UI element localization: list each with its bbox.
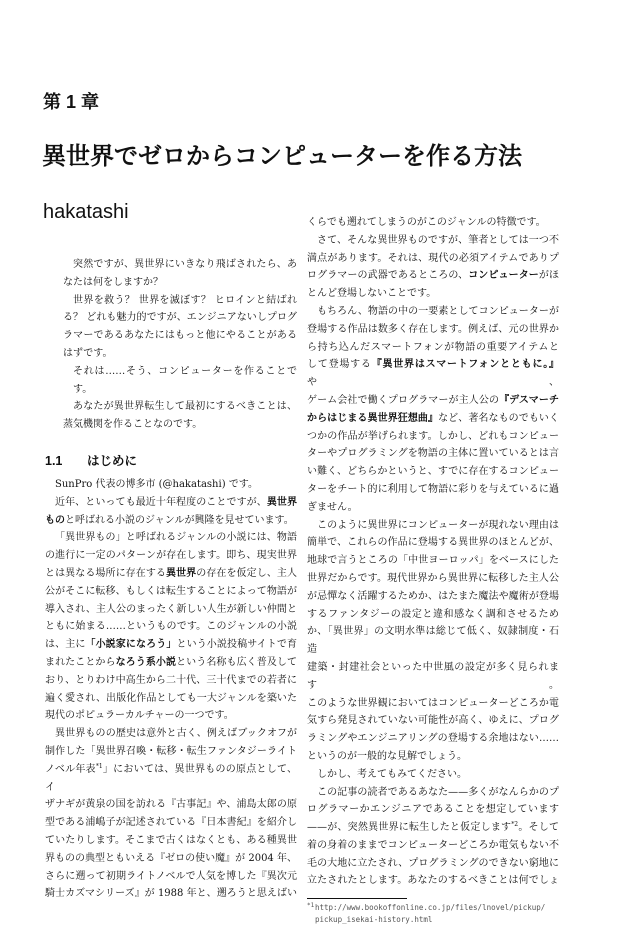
- text-segment: 毛の大地に立たされ、プログラミングのできない窮地に: [307, 857, 559, 869]
- text-line: [63, 309, 297, 327]
- text-segment: という名称も広く普及して: [176, 656, 298, 668]
- text-segment: とんど登場しないことです。: [307, 288, 437, 300]
- text-segment: や、: [307, 377, 559, 389]
- text-line: [307, 606, 559, 624]
- text-line: [307, 784, 559, 802]
- text-line: [307, 410, 559, 428]
- text-segment: が忌憚なく活躍するためか、はたまた魔法や魔術が登場: [307, 590, 559, 602]
- text-line: [307, 517, 559, 535]
- abstract: [63, 256, 297, 434]
- text-line: [307, 712, 559, 730]
- text-line: [45, 707, 297, 725]
- text-line: [45, 672, 297, 690]
- footnote-mark: *1: [307, 902, 315, 910]
- left-column-body: [45, 476, 297, 903]
- footnote-reference[interactable]: *1: [95, 762, 103, 770]
- text-line: [63, 256, 297, 274]
- text-segment: る？ どれも魅力的ですが、エンジニアないしプログ: [63, 312, 297, 324]
- text-line: [307, 321, 559, 339]
- text-segment: ラマーであるあなたにはもっと他にやることがある: [63, 330, 297, 342]
- footnote: [307, 902, 559, 926]
- text-segment: ゲーム会社で働くプログラマーが主人公の: [307, 394, 500, 406]
- right-column-body: [307, 214, 559, 890]
- text-line: [307, 872, 559, 890]
- bold-text: コンピューター: [468, 270, 539, 282]
- text-segment: SunPro 代表の博多市 (@hakatashi) です。: [55, 478, 258, 490]
- text-segment: がほ: [538, 270, 560, 282]
- text-line: [63, 398, 297, 416]
- text-line: [307, 730, 559, 748]
- text-line: [307, 356, 559, 392]
- text-segment: つかの作品が挙げられます。しかし、どれもコンピュー: [307, 430, 559, 442]
- text-segment: この記事の読者であるあなた——多くがなんらかのプ: [317, 786, 559, 798]
- text-segment: なたは何をしますか？: [63, 276, 163, 288]
- text-segment: 型である浦嶋子が記述されている『日本書紀』を紹介し: [45, 817, 297, 829]
- section-heading: [45, 452, 297, 470]
- text-segment: 突然ですが、異世界にいきなり飛ばされたら、あ: [73, 259, 297, 270]
- text-segment: など、著名なものでもいく: [438, 412, 560, 424]
- text-segment: するファンタジーの設定と違和感なく調和させるため: [307, 608, 559, 620]
- text-segment: して登場する: [307, 359, 372, 371]
- bold-text: 『異世界はスマートフォンとともに。』: [371, 359, 560, 371]
- text-line: [63, 327, 297, 345]
- text-segment: おり、とりわけ中高生から二十代、三十代までの若者に: [45, 674, 297, 686]
- text-segment: それは……そう、コンピューターを作ることです。: [73, 365, 297, 395]
- text-segment: 遍く愛され、出版化作品としても一大ジャンルを築いた: [45, 692, 297, 704]
- text-line: [45, 814, 297, 832]
- text-segment: 世界だからです。現代世界から異世界に転移した主人公: [307, 572, 559, 584]
- text-line: [307, 534, 559, 552]
- author-name: hakatashi: [43, 201, 129, 223]
- footnote-url-line[interactable]: http://www.bookoffonline.co.jp/files/lnovel/pickup/: [315, 903, 546, 913]
- text-line: [307, 588, 559, 606]
- text-line: [45, 832, 297, 850]
- text-line: [307, 392, 559, 410]
- text-line: [307, 445, 559, 463]
- text-line: [63, 416, 297, 434]
- bold-text: 異世界: [266, 496, 298, 508]
- text-line: [45, 796, 297, 814]
- text-segment: くらでも遡れてしまうのがこのジャンルの特徴です。: [307, 217, 546, 228]
- text-segment: 騎士カズマシリーズ』が 1988 年と、遡ろうと思えばい: [45, 888, 297, 900]
- text-segment: 着の身着のままでコンピューターどころか電気もない不: [307, 839, 559, 851]
- text-segment: ら持ち込んだスマートフォンが物語の重要アイテムと: [307, 341, 559, 353]
- text-segment: さらに遡って初期ライトノベルで人気を博した『異次元: [45, 870, 297, 882]
- text-segment: とは異なる場所に存在する: [45, 567, 166, 579]
- text-segment: 簡単で、これらの作品に登場する異世界のほとんどが、: [307, 537, 559, 549]
- text-segment: ログラマーかエンジニアであることを想定しています: [307, 804, 559, 816]
- text-segment: さて、そんな異世界ものですが、筆者としては一つ不: [317, 234, 559, 246]
- text-line: [307, 552, 559, 570]
- section-number: 1.1: [45, 453, 63, 468]
- bold-text: からはじまる異世界狂想曲』: [307, 412, 439, 424]
- text-line: [307, 695, 559, 713]
- text-segment: は、主に: [45, 639, 86, 651]
- bold-text: もの: [45, 514, 65, 526]
- footnote-url-line[interactable]: pickup_isekai-history.html: [315, 915, 433, 925]
- text-segment: 近年、といっても最近十年程度のことですが、: [55, 496, 267, 508]
- text-line: [307, 285, 559, 303]
- text-segment: ログラマーの武器であるところの、: [307, 270, 469, 282]
- text-line: [307, 481, 559, 499]
- footnote-divider: [307, 898, 407, 899]
- text-segment: もちろん、物語の中の一要素としてコンピューターが: [317, 305, 559, 317]
- text-line: [307, 303, 559, 321]
- text-line: [45, 565, 297, 583]
- text-line: [307, 214, 559, 232]
- text-segment: 地球で言うところの「中世ヨーロッパ」をベースにした: [307, 555, 559, 567]
- text-line: [45, 636, 297, 654]
- text-segment: い難く、どちらかというと、すでに存在するコンピュー: [307, 466, 559, 478]
- text-segment: 導入され、主人公のまったく新しい人生が新しい仲間と: [45, 603, 297, 615]
- text-line: [307, 267, 559, 285]
- text-segment: このように異世界にコンピューターが現れない理由は: [317, 519, 559, 531]
- text-segment: 制作した「異世界召喚・転移・転生ファンタジーライト: [45, 745, 297, 757]
- footnote-reference[interactable]: *2: [511, 821, 519, 829]
- text-segment: というのが一般的な見解でしょう。: [307, 750, 467, 762]
- text-line: [307, 837, 559, 855]
- bold-text: なろう系小説: [115, 656, 177, 668]
- text-segment: はずです。: [63, 347, 113, 359]
- text-segment: 異世界ものの歴史は意外と古く、例えばブックオフが: [55, 728, 297, 740]
- text-line: [45, 512, 297, 530]
- bold-text: 『デスマーチ: [499, 394, 560, 406]
- text-segment: 。そして: [518, 822, 560, 834]
- text-segment: 」においては、異世界ものの原点として、イ: [45, 763, 297, 793]
- text-line: [45, 725, 297, 743]
- text-line: [45, 850, 297, 868]
- text-line: [45, 690, 297, 708]
- text-segment: ともに始まる……というものです。このジャンルの小説: [45, 621, 297, 633]
- text-segment: 「異世界もの」と呼ばれるジャンルの小説には、物語: [55, 532, 297, 544]
- text-segment: あなたが異世界転生して最初にするべきことは、: [73, 401, 297, 413]
- text-segment: まれたことから: [45, 656, 116, 668]
- text-segment: 建築・封建社会といった中世風の設定が多く見られます。: [307, 661, 559, 691]
- text-line: [63, 274, 297, 292]
- text-line: [45, 654, 297, 672]
- text-segment: ターをチート的に利用して物語に彩りを与えているに過: [307, 483, 559, 495]
- text-segment: 気すら発見されていない可能性が高く、ゆえに、プログ: [307, 715, 559, 727]
- text-line: [45, 547, 297, 565]
- text-segment: 立たされたとします。あなたのするべきことは何でしょ: [307, 875, 559, 887]
- text-line: [307, 499, 559, 517]
- text-segment: 世界を救う？ 世界を滅ぼす？ ヒロインと結ばれ: [73, 294, 297, 306]
- text-segment: ——が、突然異世界に転生したと仮定します: [307, 822, 512, 834]
- text-line: [307, 250, 559, 268]
- text-line: [307, 766, 559, 784]
- text-line: [307, 623, 559, 659]
- text-line: [63, 292, 297, 310]
- text-line: [45, 583, 297, 601]
- text-segment: このような世界観においてはコンピューターどころか電: [307, 697, 559, 709]
- text-segment: の存在を仮定し、主人: [196, 567, 297, 579]
- text-segment: ラミングやエンジニアリングの登場する余地はない……: [307, 733, 559, 745]
- text-line: [45, 885, 297, 903]
- text-line: [307, 463, 559, 481]
- text-line: [307, 232, 559, 250]
- text-segment: 満点があります。それは、現代の必須アイテムでありプ: [307, 252, 559, 264]
- text-segment: ていたりします。そこまで古くはなくとも、ある種異世: [45, 834, 297, 846]
- two-column-body: [43, 214, 631, 926]
- text-line: [45, 761, 297, 797]
- text-line: [307, 570, 559, 588]
- text-line: [45, 618, 297, 636]
- text-line: [45, 476, 297, 494]
- text-segment: ザナギが黄泉の国を訪れる『古事記』や、浦島太郎の原: [45, 799, 297, 811]
- text-line: [45, 743, 297, 761]
- text-segment: か、「異世界」の文明水準は総じて低く、奴隷制度・石造: [307, 626, 559, 656]
- text-segment: しかし、考えてもみてください。: [317, 768, 467, 780]
- text-segment: の進行に一定のパターンが存在します。即ち、現実世界: [45, 550, 297, 562]
- text-line: [45, 529, 297, 547]
- chapter-label: 第 1 章: [43, 92, 100, 112]
- text-segment: ターやプログラミングを物語の主体に置いているとは言: [307, 448, 559, 460]
- text-segment: ノベル年表: [45, 763, 96, 775]
- text-segment: 蒸気機関を作ることなのです。: [63, 419, 203, 431]
- text-line: [307, 659, 559, 695]
- text-line: [307, 855, 559, 873]
- text-segment: 公がそこに転移、もしくは転生することによって物語が: [45, 585, 297, 597]
- text-line: [307, 339, 559, 357]
- bold-text: 「小説家になろう」: [85, 639, 177, 651]
- text-segment: 界ものの典型ともいえる『ゼロの使い魔』が 2004 年、: [45, 852, 297, 864]
- text-line: [307, 801, 559, 819]
- text-segment: 登場する作品は数多く存在します。例えば、元の世界か: [307, 323, 559, 335]
- bold-text: 異世界: [166, 567, 197, 579]
- text-line: [45, 494, 297, 512]
- section-title: はじめに: [87, 453, 138, 468]
- text-segment: という小説投稿サイトで育: [176, 639, 298, 651]
- text-line: [63, 345, 297, 363]
- text-line: [63, 363, 297, 399]
- text-line: [307, 748, 559, 766]
- page-title: 異世界でゼロからコンピューターを作る方法: [42, 143, 522, 170]
- text-line: [307, 819, 559, 837]
- text-segment: と呼ばれる小説のジャンルが興隆を見せています。: [65, 514, 294, 526]
- text-line: [45, 868, 297, 886]
- text-line: [45, 601, 297, 619]
- text-segment: ぎません。: [307, 501, 358, 513]
- text-segment: 現代のポピュラーカルチャーの一つです。: [45, 710, 234, 722]
- left-column: [45, 214, 297, 903]
- right-column: [307, 214, 559, 926]
- text-line: [307, 428, 559, 446]
